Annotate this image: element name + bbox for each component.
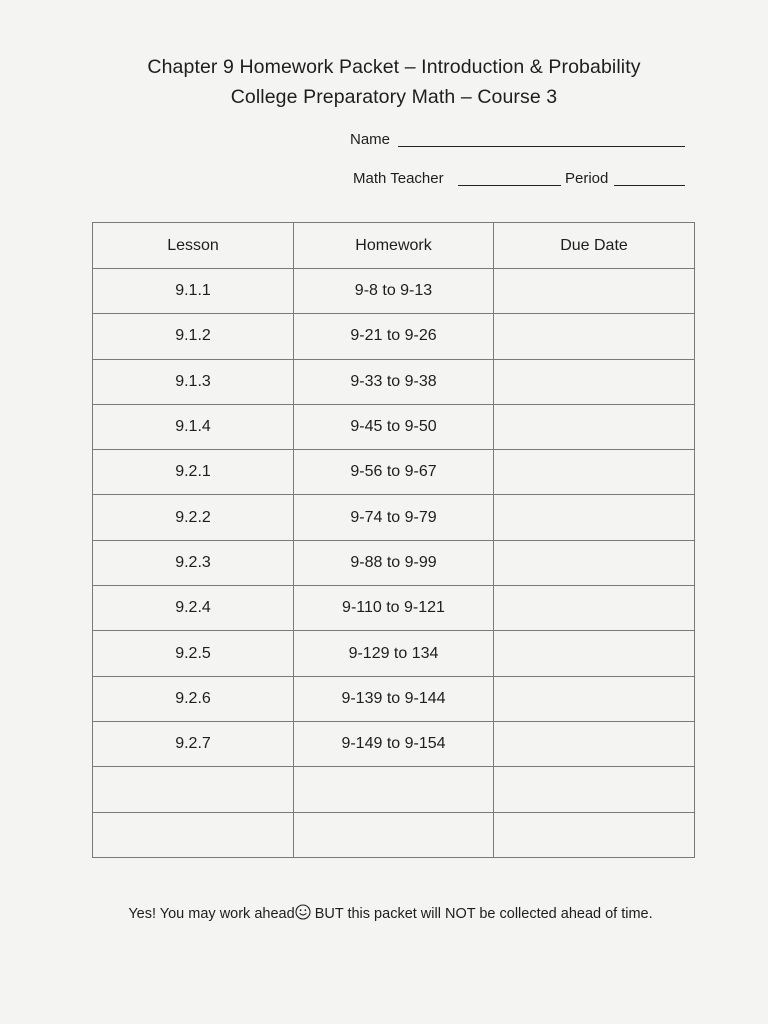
due-date-cell[interactable] (494, 631, 695, 676)
table-row (93, 450, 695, 495)
table-row (93, 495, 695, 540)
table-row (93, 676, 695, 721)
due-date-column-header: Due Date (494, 223, 695, 269)
due-date-cell[interactable] (494, 359, 695, 404)
footer-note (0, 904, 768, 922)
math-teacher-label: Math Teacher (353, 170, 444, 187)
homework-column-header: Homework (294, 223, 494, 269)
table-row (93, 269, 695, 314)
homework-cell[interactable] (294, 767, 494, 812)
homework-cell: 9-139 to 9-144 (294, 676, 494, 721)
math-teacher-blank-line[interactable] (458, 185, 561, 186)
homework-cell[interactable] (294, 812, 494, 857)
due-date-cell[interactable] (494, 314, 695, 359)
homework-cell: 9-88 to 9-99 (294, 540, 494, 585)
lesson-cell: 9.2.4 (93, 586, 294, 631)
homework-cell: 9-33 to 9-38 (294, 359, 494, 404)
lesson-cell[interactable] (93, 767, 294, 812)
homework-table (92, 222, 695, 858)
table-row (93, 586, 695, 631)
lesson-cell: 9.2.3 (93, 540, 294, 585)
footer-text-start: Yes! You may work ahead (128, 906, 295, 922)
table-row (93, 721, 695, 766)
table-row (93, 767, 695, 812)
table-row (93, 314, 695, 359)
lesson-cell[interactable] (93, 812, 294, 857)
lesson-cell: 9.1.3 (93, 359, 294, 404)
lesson-cell: 9.2.7 (93, 721, 294, 766)
lesson-column-header: Lesson (93, 223, 294, 269)
due-date-cell[interactable] (494, 812, 695, 857)
period-blank-line[interactable] (614, 185, 685, 186)
lesson-cell: 9.1.4 (93, 404, 294, 449)
name-label: Name (350, 131, 391, 148)
due-date-cell[interactable] (494, 586, 695, 631)
lesson-cell: 9.2.1 (93, 450, 294, 495)
period-label: Period (565, 170, 609, 187)
table-row (93, 540, 695, 585)
homework-cell: 9-110 to 9-121 (294, 586, 494, 631)
due-date-cell[interactable] (494, 450, 695, 495)
table-header-row (93, 223, 695, 269)
due-date-cell[interactable] (494, 495, 695, 540)
table-row (93, 404, 695, 449)
homework-cell: 9-129 to 134 (294, 631, 494, 676)
lesson-cell: 9.2.6 (93, 676, 294, 721)
lesson-cell: 9.2.5 (93, 631, 294, 676)
homework-cell: 9-56 to 9-67 (294, 450, 494, 495)
table-row (93, 631, 695, 676)
homework-cell: 9-8 to 9-13 (294, 269, 494, 314)
lesson-cell: 9.2.2 (93, 495, 294, 540)
lesson-cell: 9.1.2 (93, 314, 294, 359)
table-row (93, 812, 695, 857)
lesson-cell: 9.1.1 (93, 269, 294, 314)
due-date-cell[interactable] (494, 676, 695, 721)
course-title: College Preparatory Math – Course 3 (230, 86, 558, 108)
homework-cell: 9-74 to 9-79 (294, 495, 494, 540)
due-date-cell[interactable] (494, 404, 695, 449)
homework-cell: 9-45 to 9-50 (294, 404, 494, 449)
due-date-cell[interactable] (494, 721, 695, 766)
due-date-cell[interactable] (494, 269, 695, 314)
due-date-cell[interactable] (494, 540, 695, 585)
name-blank-line[interactable] (398, 146, 685, 147)
footer-text-end: BUT this packet will NOT be collected ahead of time. (310, 906, 653, 922)
homework-cell: 9-21 to 9-26 (294, 314, 494, 359)
smiley-face-icon (295, 904, 311, 920)
table-row (93, 359, 695, 404)
homework-cell: 9-149 to 9-154 (294, 721, 494, 766)
due-date-cell[interactable] (494, 767, 695, 812)
packet-title: Chapter 9 Homework Packet – Introduction & Probability (147, 56, 641, 78)
